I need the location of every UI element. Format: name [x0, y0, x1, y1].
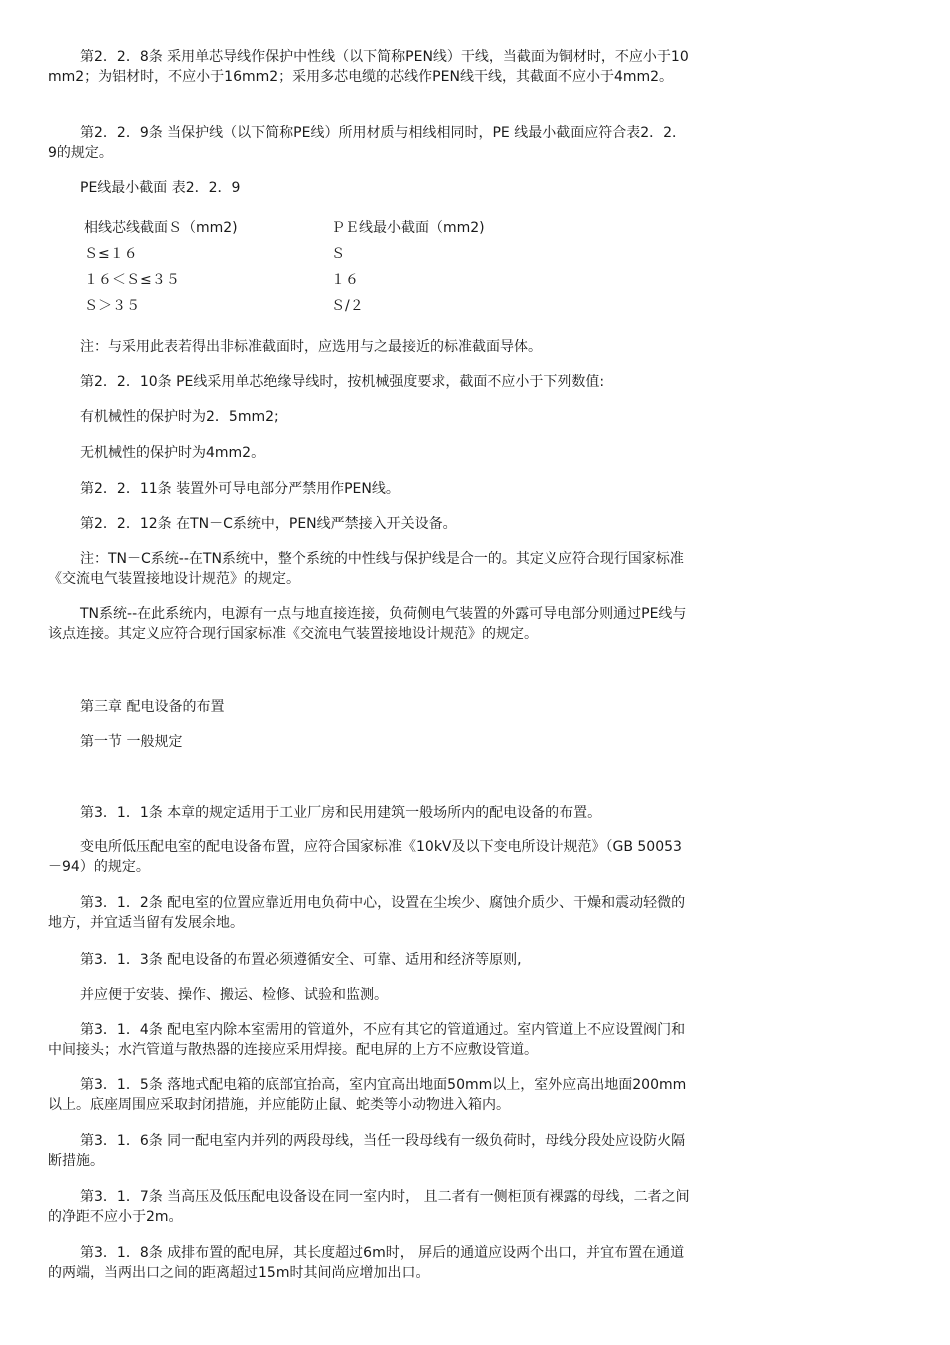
clause-3-1-8: 第3．1．8条 成排布置的配电屏，其长度超过6m时， 屏后的通道应设两个出口，并宜布置在通道的两端，当两出口之间的距离超过15m时其间尚应增加出口。	[48, 1245, 685, 1281]
section-title: 第一节 一般规定	[80, 734, 183, 750]
clause-item: 并应便于安装、操作、搬运、检修、试验和监测。	[80, 987, 388, 1003]
clause-3-1-7: 第3．1．7条 当高压及低压配电设备设在同一室内时， 且二者有一侧柜顶有裸露的母线，二者之间的净距不应小于2m。	[48, 1189, 690, 1225]
clause-3-1-6: 第3．1．6条 同一配电室内并列的两段母线，当任一段母线有一级负荷时，母线分段处应设防火隔断措施。	[48, 1133, 686, 1169]
table-cell: Ｓ/２	[331, 298, 364, 314]
clause-substation: 变电所低压配电室的配电设备布置，应符合国家标准《10kV及以下变电所设计规范》（GB 50053－94）的规定。	[48, 839, 682, 875]
table-row	[84, 270, 684, 296]
note-tn-c: 注：TN－C系统--在TN系统中，整个系统的中性线与保护线是合一的。其定义应符合现行国家标准《交流电气装置接地设计规范》的规定。	[48, 551, 684, 587]
clause-2-2-11: 第2．2．11条 装置外可导电部分严禁用作PEN线。	[80, 481, 400, 497]
table-header-cell: ＰＥ线最小截面（mm2)	[331, 220, 485, 236]
table-row	[84, 296, 684, 322]
clause-2-2-8: 第2．2．8条 采用单芯导线作保护中性线（以下简称PEN线）干线，当截面为铜材时，不应小于10mm2；为铝材时，不应小于16mm2；采用多芯电缆的芯线作PEN线干线，其截面不应小于4mm2。	[48, 49, 689, 85]
clause-item: 无机械性的保护时为4mm2。	[80, 445, 266, 461]
clause-item: 有机械性的保护时为2．5mm2;	[80, 409, 279, 425]
table-cell: Ｓ≤１６	[84, 246, 138, 262]
clause-2-2-10: 第2．2．10条 PE线采用单芯绝缘导线时，按机械强度要求，截面不应小于下列数值:	[80, 374, 605, 390]
chapter-title: 第三章 配电设备的布置	[80, 699, 225, 715]
clause-3-1-1: 第3．1．1条 本章的规定适用于工业厂房和民用建筑一般场所内的配电设备的布置。	[80, 805, 602, 821]
clause-3-1-5: 第3．1．5条 落地式配电箱的底部宜抬高，室内宜高出地面50mm以上，室外应高出地面200mm以上。底座周围应采取封闭措施，并应能防止鼠、蛇类等小动物进入箱内。	[48, 1077, 687, 1113]
clause-3-1-2: 第3．1．2条 配电室的位置应靠近用电负荷中心，设置在尘埃少、腐蚀介质少、干燥和震动轻微的地方，并宜适当留有发展余地。	[48, 895, 686, 931]
table-header-row	[84, 218, 684, 244]
note-tn: TN系统--在此系统内，电源有一点与地直接连接，负荷侧电气装置的外露可导电部分则通过PE线与该点连接。其定义应符合现行国家标准《交流电气装置接地设计规范》的规定。	[48, 606, 687, 642]
table-note: 注：与采用此表若得出非标准截面时，应选用与之最接近的标准截面导体。	[80, 339, 542, 355]
table-cell: Ｓ	[331, 246, 345, 262]
clause-2-2-9: 第2．2．9条 当保护线（以下简称PE线）所用材质与相线相同时，PE 线最小截面应符合表2．2．9的规定。	[48, 125, 687, 161]
table-caption: PE线最小截面 表2．2．9	[80, 180, 241, 196]
pe-section-table	[84, 218, 684, 322]
table-cell: Ｓ＞３５	[84, 298, 140, 314]
table-cell: １６	[331, 272, 359, 288]
clause-3-1-3: 第3．1．3条 配电设备的布置必须遵循安全、可靠、适用和经济等原则,	[80, 952, 522, 968]
table-row	[84, 244, 684, 270]
clause-3-1-4: 第3．1．4条 配电室内除本室需用的管道外，不应有其它的管道通过。室内管道上不应设置阀门和中间接头；水汽管道与散热器的连接应采用焊接。配电屏的上方不应敷设管道。	[48, 1022, 686, 1058]
clause-2-2-12: 第2．2．12条 在TN－C系统中，PEN线严禁接入开关设备。	[80, 516, 457, 532]
table-cell: １６＜Ｓ≤３５	[84, 272, 180, 288]
table-header-cell: 相线芯线截面Ｓ（mm2)	[84, 220, 238, 236]
